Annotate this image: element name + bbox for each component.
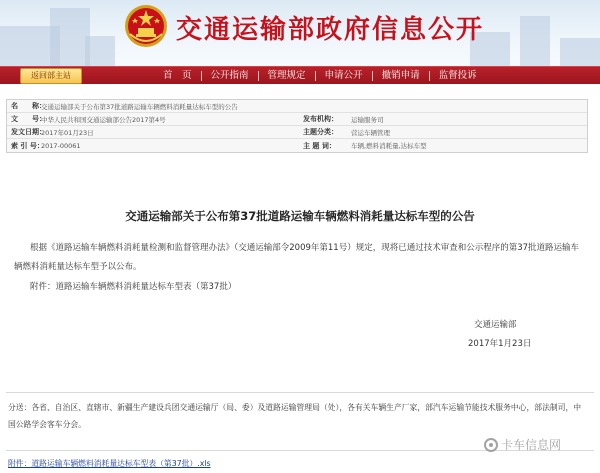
meta-label: 发文日期： — [11, 128, 46, 136]
banner-title: 交通运输部政府信息公开 — [176, 15, 485, 45]
nav-item-apply[interactable]: 申请公开 — [324, 70, 363, 81]
meta-value-index: 2017-00061 — [41, 141, 81, 150]
meta-label: 文 号： — [11, 115, 46, 123]
back-to-main-site-button[interactable]: 返回部主站 — [20, 68, 82, 84]
watermark-logo-icon — [484, 438, 498, 452]
meta-label: 索 引 号： — [11, 141, 44, 150]
article-title: 交通运输部关于公布第37批道路运输车辆燃料消耗量达标车型的公告 — [125, 209, 475, 223]
article-body: 根据《道路运输车辆燃料消耗量检测和监督管理办法》（交通运输部令2009年第11号）规定，现将已通过技术审查和公示程序的第37批道路运输车辆燃料消耗量达标车型予以公布。 — [14, 243, 580, 272]
nav-item-regulations[interactable]: 管理规定 — [267, 70, 306, 81]
meta-value-category: 营运车辆管理 — [351, 128, 390, 137]
meta-value-issuer: 运输服务司 — [351, 115, 384, 124]
meta-row-docno — [7, 113, 587, 126]
building-silhouette — [85, 36, 115, 66]
attachment-download-link[interactable]: 附件：道路运输车辆燃料消耗量达标车型表（第37批）.xls — [8, 459, 211, 468]
meta-row-date — [7, 126, 587, 139]
building-silhouette — [560, 38, 600, 66]
meta-row-name — [7, 100, 587, 113]
main-navigation — [0, 66, 600, 84]
site-banner — [0, 0, 600, 66]
watermark-text: 卡车信息网 — [501, 438, 562, 452]
signer: 交通运输部 — [474, 320, 517, 330]
meta-label: 主题分类： — [303, 128, 338, 136]
nav-item-complaints[interactable]: 监督投诉 — [438, 70, 477, 81]
national-emblem-icon — [124, 4, 168, 48]
meta-label: 主 题 词： — [303, 141, 336, 150]
nav-item-guide[interactable]: 公开指南 — [210, 70, 249, 81]
meta-label: 名 称： — [11, 102, 46, 110]
building-silhouette — [50, 8, 90, 66]
article-attachment-line: 附件：道路运输车辆燃料消耗量达标车型表（第37批） — [30, 282, 237, 292]
meta-row-index — [7, 139, 587, 152]
meta-value-date: 2017年01月23日 — [41, 128, 94, 137]
meta-value-docno: 中华人民共和国交通运输部公告2017第4号 — [41, 115, 166, 124]
distribution-list: 分送：各省、自治区、直辖市、新疆生产建设兵团交通运输厅（局、委）及道路运输管理局（处），各有关车辆生产厂家，部汽车运输节能技术服务中心，部法制司，中国公路学会客车分会。 — [8, 403, 582, 429]
meta-value-name: 交通运输部关于公布第37批道路运输车辆燃料消耗量达标车型的公告 — [41, 102, 238, 111]
nav-item-home[interactable]: 首 页 — [163, 70, 192, 81]
meta-value-keywords: 车辆,燃料消耗量,达标车型 — [351, 142, 427, 150]
document-metadata-table — [6, 99, 588, 153]
watermark — [484, 436, 561, 453]
nav-items — [154, 67, 486, 85]
building-silhouette — [520, 16, 550, 66]
nav-item-revoke[interactable]: 撤销申请 — [381, 70, 420, 81]
meta-label: 发布机构： — [303, 115, 338, 123]
divider — [6, 392, 594, 393]
sign-date: 2017年1月23日 — [468, 339, 532, 349]
